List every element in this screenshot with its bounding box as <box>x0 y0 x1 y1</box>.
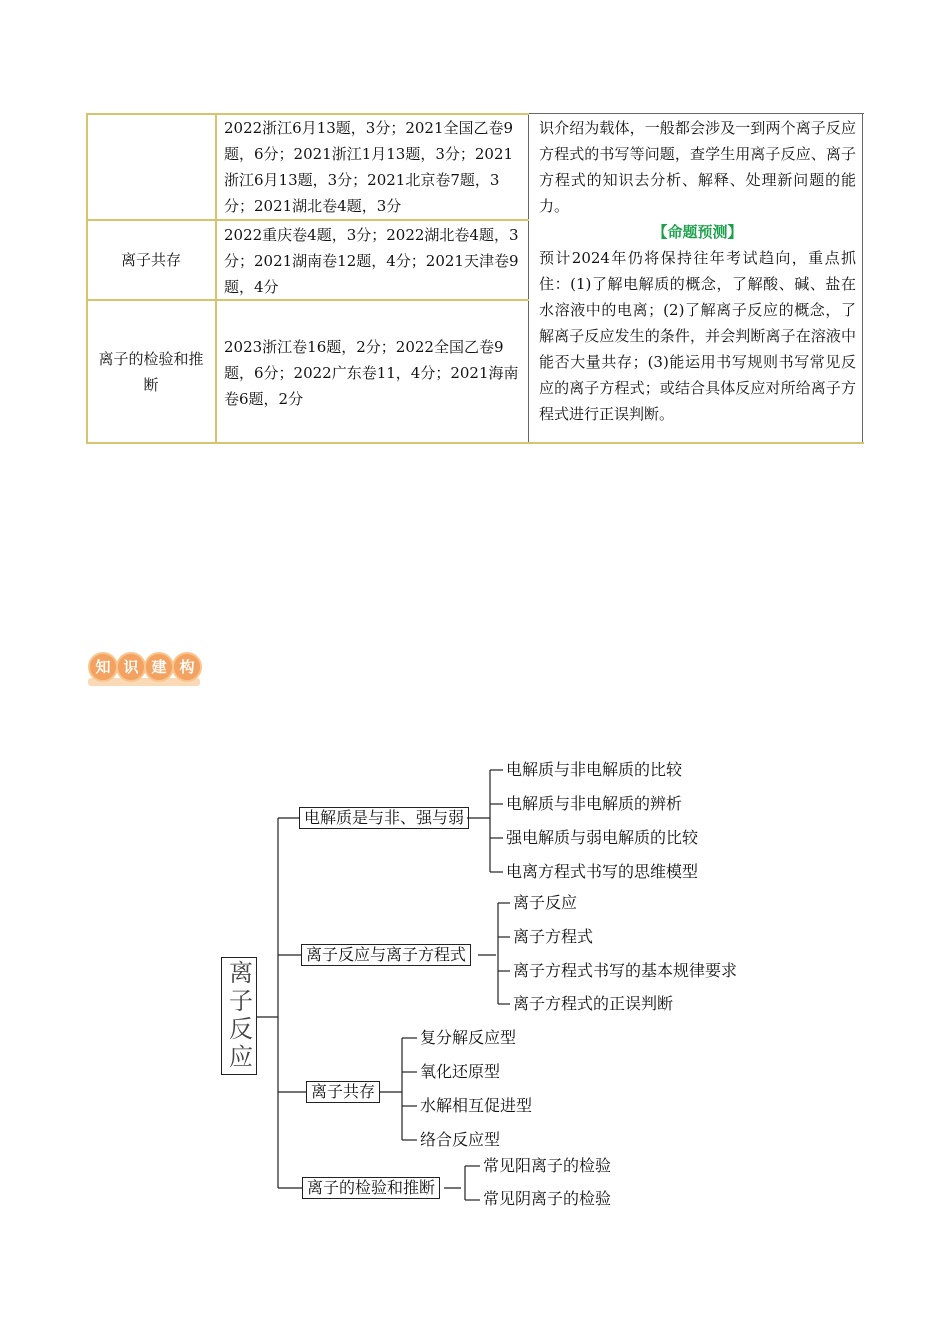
table-row-3-topic: 离子的检验和推断 <box>98 350 204 394</box>
mindmap-root: 离子反应 <box>221 957 257 1075</box>
mindmap-branch-4: 离子的检验和推断 <box>302 1177 440 1199</box>
mindmap-leaf: 电解质与非电解质的比较 <box>506 760 683 779</box>
table-row-2-years: 2022重庆卷4题，3分；2022湖北卷4题，3分；2021湖南卷12题，4分；2021天津卷9题，4分 <box>224 226 519 296</box>
prediction-text: 预计2024年仍将保持往年考试趋向，重点抓住：(1)了解电解质的概念，了解酸、碱、盐在水溶液中的电离；(2)了解离子反应的概念，了解离子反应发生的条件，并会判断离子在溶液中能否大量共存；(3)能运用书写规则书写常见反应的离子方程式；或结合具体反应对所给离子方程式进行正误判断。 <box>539 249 856 423</box>
mindmap-leaf: 水解相互促进型 <box>420 1096 533 1115</box>
badge-char: 建 <box>144 652 174 682</box>
mindmap-leaf: 离子方程式 <box>513 927 594 946</box>
mindmap-leaf: 复分解反应型 <box>420 1028 517 1047</box>
table-row-2-topic: 离子共存 <box>120 251 181 269</box>
mindmap-branch-3: 离子共存 <box>306 1081 380 1103</box>
badge-char: 知 <box>88 652 118 682</box>
mindmap-leaf: 离子反应 <box>513 893 578 912</box>
badge-char: 构 <box>172 652 202 682</box>
mindmap-leaf: 氧化还原型 <box>420 1062 501 1081</box>
analysis-intro: 识介绍为载体，一般都会涉及一到两个离子反应方程式的书写等问题，查学生用离子反应、离子方程式的知识去分析、解释、处理新问题的能力。 <box>539 119 856 215</box>
prediction-heading: 【命题预测】 <box>652 223 743 241</box>
badge-char: 识 <box>116 652 146 682</box>
mindmap-leaf: 常见阳离子的检验 <box>483 1156 612 1175</box>
mindmap-leaf: 强电解质与弱电解质的比较 <box>506 828 699 847</box>
mindmap-branch-2: 离子反应与离子方程式 <box>301 944 471 966</box>
mindmap-leaf: 离子方程式的正误判断 <box>513 994 674 1013</box>
mindmap-leaf: 常见阴离子的检验 <box>483 1189 612 1208</box>
mindmap-leaf: 电离方程式书写的思维模型 <box>506 862 699 881</box>
table-row-1-years: 2022浙江6月13题，3分；2021全国乙卷9题，6分；2021浙江1月13题，3分；2021浙江6月13题，3分；2021北京卷7题，3分；2021湖北卷4题，3分 <box>224 119 514 215</box>
mindmap-leaf: 离子方程式书写的基本规律要求 <box>513 961 738 980</box>
mindmap-branch-1: 电解质是与非、强与弱 <box>299 807 469 829</box>
mindmap-leaf: 络合反应型 <box>420 1130 501 1149</box>
mindmap-leaf: 电解质与非电解质的辨析 <box>506 794 683 813</box>
table-row-3-years-text: 2023浙江卷16题，2分；2022全国乙卷9题，6分；2022广东卷11，4分；2021海南卷6题，2分 <box>224 338 519 408</box>
